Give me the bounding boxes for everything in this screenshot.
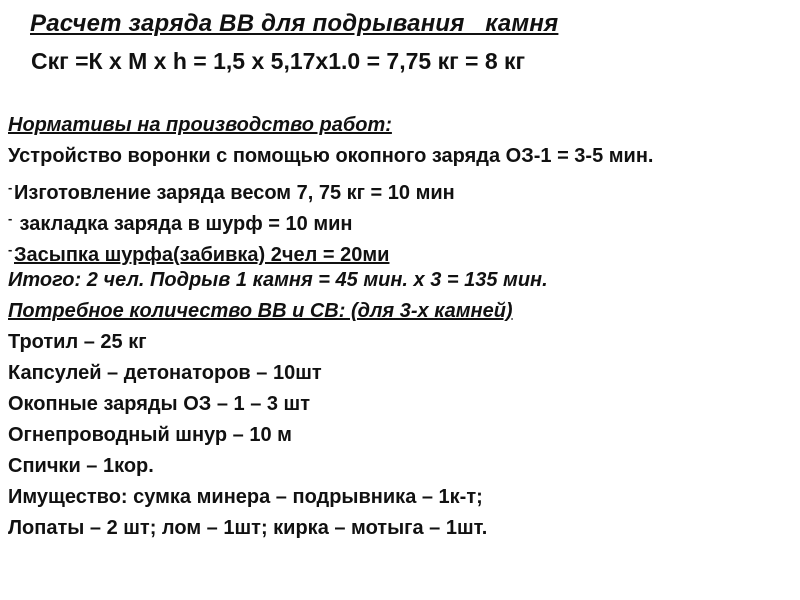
charge-formula: Скг =К х М х h = 1,5 х 5,17х1.0 = 7,75 кг = 8 кг: [31, 48, 526, 74]
list-item-text: Потребное количество ВВ и СВ: (для 3-х камней): [8, 300, 513, 322]
list-item: [8, 482, 798, 513]
list-item-text: Тротил – 25 кг: [8, 331, 147, 353]
list-item-text: Засыпка шурфа(забивка) 2чел = 20ми: [14, 244, 390, 266]
list-item-text: Итого: 2 чел. Подрыв 1 камня = 45 мин. х 3 = 135 мин.: [8, 269, 548, 291]
dash-marker: -: [8, 211, 13, 226]
list-item-text: Огнепроводный шнур – 10 м: [8, 424, 292, 446]
slide-title: Расчет заряда ВВ для подрывания камня: [30, 10, 559, 37]
list-item-text: Капсулей – детонаторов – 10шт: [8, 362, 322, 384]
slide-body: [8, 110, 798, 544]
list-item-text: Имущество: сумка минера – подрывника – 1к-т;: [8, 486, 483, 508]
list-item: [8, 389, 798, 420]
list-item-text: Устройство воронки с помощью окопного заряда ОЗ-1 = 3-5 мин.: [8, 145, 654, 167]
list-item: [8, 451, 798, 482]
list-item: [8, 513, 798, 544]
list-item-text: Окопные заряды ОЗ – 1 – 3 шт: [8, 393, 311, 415]
list-item-text: Нормативы на производство работ:: [8, 114, 392, 136]
list-item-text: закладка заряда в шурф = 10 мин: [14, 213, 353, 235]
list-item-text: Лопаты – 2 шт; лом – 1шт; кирка – мотыга – 1шт.: [8, 517, 488, 539]
list-item-text: Изготовление заряда весом 7, 75 кг = 10 мин: [14, 182, 455, 204]
list-item-text: Спички – 1кор.: [8, 455, 154, 477]
list-item: [8, 203, 798, 234]
list-item: [8, 327, 798, 358]
list-item: [8, 172, 798, 203]
section-heading-work-norms: [8, 110, 798, 141]
dash-marker: -: [8, 180, 13, 195]
list-item: [8, 234, 798, 265]
list-item: [8, 420, 798, 451]
list-item: [8, 358, 798, 389]
list-item: [8, 141, 798, 172]
total-line: [8, 265, 798, 296]
dash-marker: -: [8, 242, 13, 257]
section-heading-required-materials: [8, 296, 798, 327]
